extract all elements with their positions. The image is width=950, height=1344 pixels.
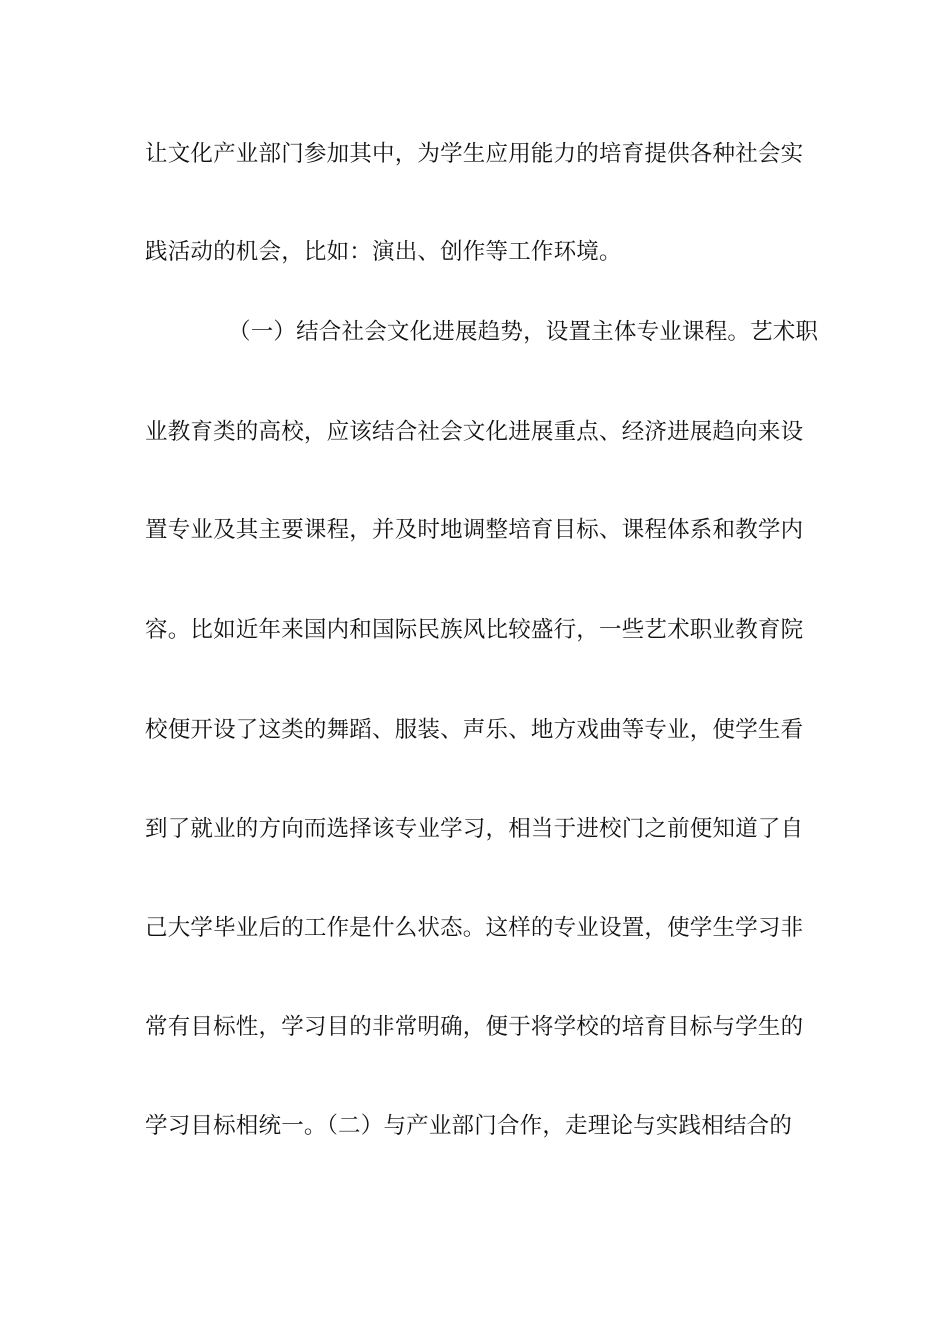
section-heading-line: （一）结合社会文化进展趋势，设置主体专业课程。艺术职 (228, 319, 819, 345)
text-line: 让文化产业部门参加其中，为学生应用能力的培育提供各种社会实 (145, 141, 804, 167)
text-line: 置专业及其主要课程，并及时地调整培育目标、课程体系和教学内 (145, 517, 804, 543)
text-line: 学习目标相统一。（二）与产业部门合作，走理论与实践相结合的 (145, 1113, 793, 1139)
text-line: 践活动的机会，比如：演出、创作等工作环境。 (145, 239, 622, 265)
text-line: 常有目标性，学习目的非常明确，便于将学校的培育目标与学生的 (145, 1014, 804, 1040)
text-line: 己大学毕业后的工作是什么状态。这样的专业设置，使学生学习非 (145, 915, 804, 941)
text-line: 业教育类的高校，应该结合社会文化进展重点、经济进展趋向来设 (145, 419, 804, 445)
text-line: 容。比如近年来国内和国际民族风比较盛行，一些艺术职业教育院 (145, 617, 804, 643)
text-line: 到了就业的方向而选择该专业学习，相当于进校门之前便知道了自 (145, 816, 804, 842)
text-line: 校便开设了这类的舞蹈、服装、声乐、地方戏曲等专业，使学生看 (145, 717, 804, 743)
